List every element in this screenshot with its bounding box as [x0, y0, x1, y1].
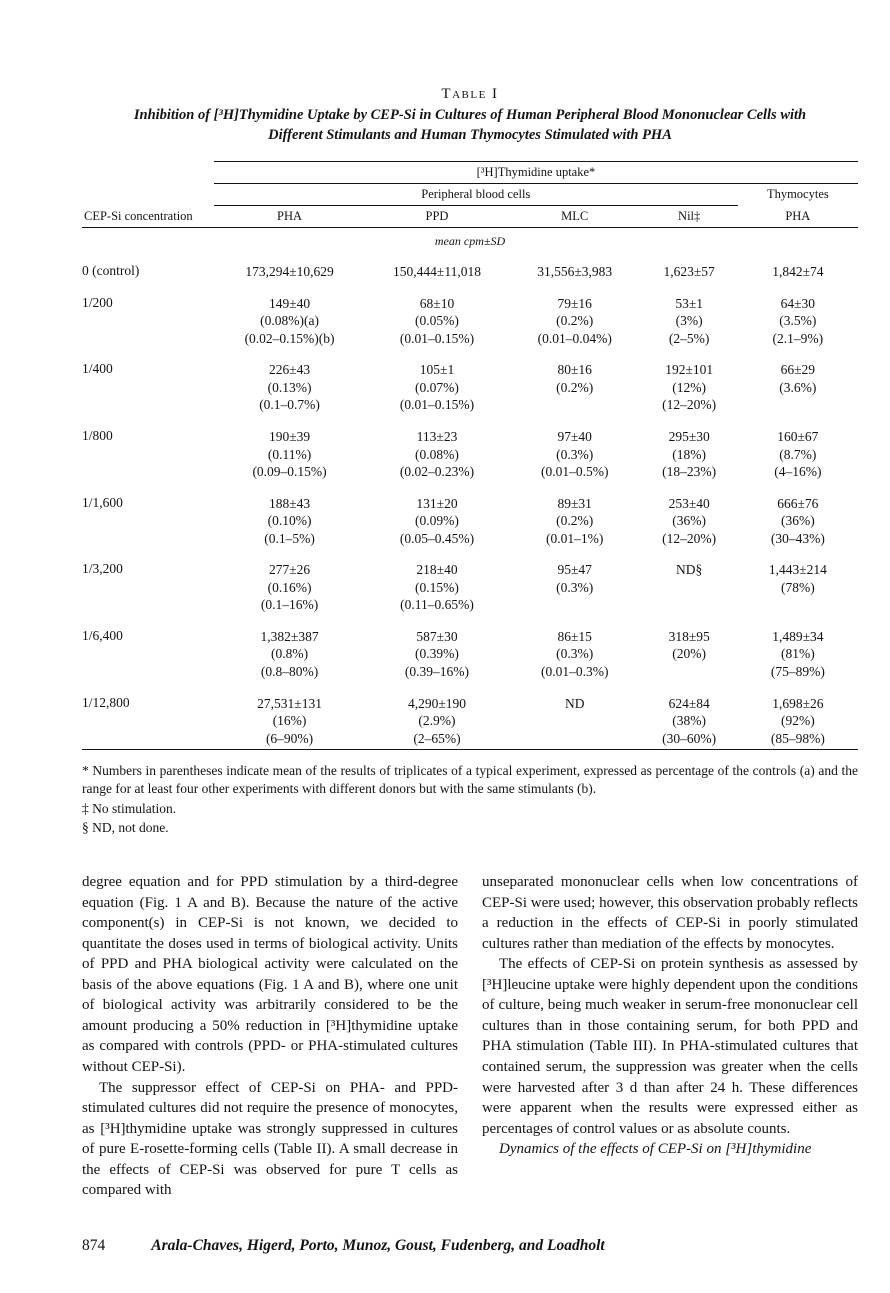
value-line: (0.02–0.15%)(b): [244, 330, 335, 346]
value-line: (2.9%): [418, 713, 456, 729]
table-row: [82, 251, 858, 283]
value-cell: [738, 683, 858, 750]
value-line: (75–89%): [770, 663, 825, 679]
value-cell: [738, 349, 858, 416]
value-line: (3.6%): [779, 379, 817, 395]
body-left-column: [82, 872, 458, 1201]
value-line: (12–20%): [662, 397, 717, 413]
value-line: (0.3%): [556, 646, 594, 662]
value-line: 27,531±131: [257, 695, 322, 711]
value-line: (20%): [672, 646, 707, 662]
table-row: [82, 616, 858, 683]
table-row: [82, 549, 858, 616]
value-line: 190±39: [268, 428, 311, 444]
value-cell: [509, 549, 641, 616]
value-line: (78%): [780, 579, 815, 595]
value-line: 53±1: [675, 295, 703, 311]
value-line: (2–5%): [668, 330, 710, 346]
value-line: (81%): [780, 646, 815, 662]
value-line: (0.3%): [556, 446, 594, 462]
value-line: (0.15%): [415, 579, 459, 595]
value-line: 68±10: [419, 295, 455, 311]
value-line: 1,382±387: [260, 628, 319, 644]
value-line: 188±43: [268, 495, 311, 511]
value-cell: [214, 416, 365, 483]
paragraph: Dynamics of the effects of CEP-Si on [³H]thymidine: [499, 1141, 812, 1158]
value-line: 64±30: [780, 295, 816, 311]
table-row: [82, 416, 858, 483]
value-cell: [738, 483, 858, 550]
value-line: (0.01–0.15%): [399, 330, 475, 346]
value-line: 80±16: [557, 362, 592, 378]
value-line: (36%): [780, 513, 815, 529]
units-row: [82, 228, 858, 252]
concentration-cell: 1/3,200: [82, 561, 123, 577]
value-cell: [509, 283, 641, 350]
value-cell: [641, 416, 738, 483]
value-cell: [738, 616, 858, 683]
footnote: * Numbers in parentheses indicate mean of the results of triplicates of a typical experiment, expressed as percentage of the controls (a) and the range for at least four other experiments with different donors but with the same stimulants (b).: [82, 763, 858, 797]
value-line: (0.2%): [556, 313, 594, 329]
value-line: (38%): [672, 713, 707, 729]
value-line: (0.11–0.65%): [400, 597, 474, 613]
value-line: (18–23%): [662, 464, 717, 480]
value-line: 1,842±74: [772, 264, 824, 280]
value-line: 318±95: [668, 628, 710, 644]
concentration-cell: 1/200: [82, 294, 113, 310]
value-line: (0.05%): [415, 313, 459, 329]
value-line: 113±23: [416, 428, 458, 444]
value-line: 666±76: [777, 495, 819, 511]
value-line: (8.7%): [779, 446, 817, 462]
units-label: mean cpm±SD: [434, 234, 506, 249]
value-line: (0.2%): [556, 513, 594, 529]
value-line: 149±40: [268, 295, 311, 311]
value-line: 86±15: [557, 628, 592, 644]
value-line: 1,489±34: [772, 628, 824, 644]
value-line: (30–60%): [662, 730, 717, 746]
footnote: § ND, not done.: [82, 819, 169, 835]
header-row-uptake: [82, 162, 858, 184]
table-label: Table I: [441, 86, 499, 102]
value-line: 624±84: [668, 695, 710, 711]
value-line: (36%): [672, 513, 707, 529]
value-line: 79±16: [557, 295, 592, 311]
value-line: (2.1–9%): [772, 330, 824, 346]
value-cell: [365, 616, 509, 683]
col-header-concentration: CEP-Si concentration: [82, 162, 214, 228]
value-cell: [214, 683, 365, 750]
page-number: 874: [82, 1236, 106, 1254]
value-line: (0.02–0.23%): [399, 464, 475, 480]
value-cell: [365, 416, 509, 483]
value-line: 105±1: [419, 362, 455, 378]
value-line: 173,294±10,629: [245, 264, 334, 280]
value-line: (0.08%)(a): [260, 313, 319, 329]
value-line: (3.5%): [779, 313, 817, 329]
value-line: (0.8–80%): [260, 663, 319, 679]
table-section: [82, 86, 858, 838]
value-cell: [509, 251, 641, 283]
value-line: (0.05–0.45%): [399, 530, 475, 546]
table-body: [82, 251, 858, 750]
value-cell: [214, 349, 365, 416]
value-cell: [641, 349, 738, 416]
table-row: [82, 483, 858, 550]
concentration-cell: 1/6,400: [82, 627, 123, 643]
value-line: (30–43%): [770, 530, 825, 546]
value-cell: [214, 616, 365, 683]
value-cell: [641, 483, 738, 550]
value-line: (2–65%): [413, 730, 461, 746]
value-line: 1,698±26: [772, 695, 824, 711]
value-line: 192±101: [665, 362, 714, 378]
value-cell: [365, 349, 509, 416]
value-line: 277±26: [268, 562, 311, 578]
value-line: 95±47: [557, 562, 592, 578]
value-line: 218±40: [416, 562, 458, 578]
value-line: 1,623±57: [663, 264, 715, 280]
value-line: (0.39%): [415, 646, 459, 662]
value-line: (0.16%): [267, 579, 312, 595]
value-line: (92%): [780, 713, 815, 729]
footer-authors: Arala-Chaves, Higerd, Porto, Munoz, Goust, Fudenberg, and Loadholt: [151, 1236, 605, 1254]
value-cell: [509, 683, 641, 750]
value-line: 160±67: [777, 428, 819, 444]
col-header-ppd: PPD: [365, 206, 509, 228]
value-line: (12–20%): [662, 530, 717, 546]
value-line: (0.10%): [267, 513, 312, 529]
value-line: (0.2%): [556, 379, 594, 395]
value-cell: [214, 549, 365, 616]
value-line: (0.1–16%): [260, 597, 319, 613]
value-cell: [365, 283, 509, 350]
value-line: 66±29: [780, 362, 816, 378]
value-line: ND§: [676, 562, 703, 578]
body-text: [82, 872, 858, 1201]
table-row: [82, 349, 858, 416]
value-cell: [365, 549, 509, 616]
concentration-cell: 1/1,600: [82, 494, 123, 510]
paragraph: unseparated mononuclear cells when low concentrations of CEP-Si were used; however, this observation probably reflects a reduction in the effects of CEP-Si in poorly stimulated cultures rather than mediation of the effects by monocytes.: [482, 874, 858, 952]
col-header-uptake: [³H]Thymidine uptake*: [214, 162, 858, 184]
table-row: [82, 283, 858, 350]
value-line: (0.08%): [415, 446, 459, 462]
value-cell: [214, 251, 365, 283]
table-row: [82, 683, 858, 750]
paragraph: The suppressor effect of CEP-Si on PHA- and PPD-stimulated cultures did not require the presence of monocytes, as [³H]thymidine uptake was strongly suppressed in cultures of pure E-rosette-forming cells (Table II). A small decrease in the effects of CEP-Si was observed for pure T cells as compared with: [82, 1079, 458, 1199]
value-line: 150,444±11,018: [393, 264, 481, 280]
value-line: (12%): [672, 379, 707, 395]
value-line: (0.01–0.3%): [540, 663, 609, 679]
concentration-cell: 1/400: [82, 361, 113, 377]
value-line: 89±31: [557, 495, 592, 511]
value-cell: [509, 483, 641, 550]
value-line: (3%): [675, 313, 703, 329]
value-line: (0.01–0.04%): [537, 330, 612, 346]
value-cell: [641, 549, 738, 616]
value-line: (6–90%): [265, 730, 314, 746]
value-cell: [214, 483, 365, 550]
value-cell: [641, 251, 738, 283]
value-cell: [738, 416, 858, 483]
value-line: (0.07%): [415, 379, 459, 395]
value-line: 31,556±3,983: [537, 264, 613, 280]
value-line: (85–98%): [770, 730, 825, 746]
value-line: (0.01–1%): [546, 530, 604, 546]
concentration-cell: 1/800: [82, 427, 113, 443]
value-line: (0.1–0.7%): [259, 397, 320, 413]
body-right-column: [482, 872, 858, 1201]
value-line: 97±40: [557, 428, 592, 444]
value-line: (16%): [272, 713, 307, 729]
value-line: 4,290±190: [407, 695, 467, 711]
value-line: 226±43: [268, 362, 311, 378]
paragraph: The effects of CEP-Si on protein synthesis as assessed by [³H]leucine uptake were highly dependent upon the conditions of culture, being much weaker in serum-free mononuclear cell cultures than in those containing serum, for both PPD and PHA stimulation (Table III). In PHA-stimulated cultures that contained serum, the suppression was greater when the cells were harvested after 3 d than after 24 h. These differences were apparent when the results were expressed either as percentages of control values or as absolute counts.: [482, 956, 858, 1137]
value-cell: [509, 616, 641, 683]
table-header: [82, 162, 858, 252]
col-group-thymocytes: Thymocytes: [766, 187, 829, 202]
value-line: 295±30: [668, 428, 710, 444]
value-line: (0.13%): [267, 379, 312, 395]
paragraph: degree equation and for PPD stimulation by a third-degree equation (Fig. 1 A and B). Because the nature of the active component(s) in CEP-Si is not known, we decided to quantitate the doses used in terms of biological activity. Units of PPD and PHA biological activity were calculated on the basis of the above equations (Fig. 1 A and B), where one unit of biological activity was arbitrarily considered to be the amount producing a 50% reduction in [³H]thymidine uptake as compared with controls (PPD- or PHA-stimulated cultures without CEP-Si).: [82, 874, 458, 1075]
value-line: 587±30: [416, 628, 458, 644]
value-line: (0.09%): [415, 513, 459, 529]
value-cell: [641, 283, 738, 350]
footnote: ‡ No stimulation.: [82, 800, 177, 816]
value-line: (0.11%): [267, 446, 312, 462]
value-line: (0.01–0.15%): [399, 397, 475, 413]
value-line: 253±40: [668, 495, 710, 511]
value-line: (0.39–16%): [404, 663, 470, 679]
value-cell: [365, 251, 509, 283]
value-line: ND: [564, 695, 585, 711]
col-header-mlc: MLC: [509, 206, 641, 228]
table-footnotes: [82, 762, 858, 837]
concentration-cell: 0 (control): [82, 263, 140, 279]
value-cell: [365, 483, 509, 550]
value-line: (0.01–0.5%): [540, 464, 609, 480]
value-cell: [365, 683, 509, 750]
value-line: (4–16%): [774, 464, 822, 480]
value-cell: [738, 549, 858, 616]
table-caption: Inhibition of [³H]Thymidine Uptake by CEP-Si in Cultures of Human Peripheral Blood Mononuclear Cells with Different Stimulants and Human Thymocytes Stimulated with PHA: [133, 107, 807, 143]
value-line: (0.3%): [556, 579, 594, 595]
value-cell: [214, 283, 365, 350]
value-line: (0.09–0.15%): [252, 464, 327, 480]
value-line: (0.1–5%): [264, 530, 315, 546]
value-cell: [509, 416, 641, 483]
concentration-cell: 1/12,800: [82, 694, 130, 710]
value-cell: [509, 349, 641, 416]
col-header-nil: Nil‡: [641, 206, 738, 228]
value-line: 1,443±214: [768, 562, 827, 578]
value-line: (0.8%): [271, 646, 309, 662]
value-cell: [641, 616, 738, 683]
results-table: [82, 161, 858, 750]
value-line: 131±20: [416, 495, 458, 511]
value-cell: [641, 683, 738, 750]
value-cell: [738, 251, 858, 283]
value-line: (18%): [672, 446, 707, 462]
col-header-thymocytes-pha: PHA: [738, 206, 858, 228]
col-group-peripheral-blood-cells: Peripheral blood cells: [214, 184, 738, 206]
value-cell: [738, 283, 858, 350]
col-header-pha: PHA: [214, 206, 365, 228]
